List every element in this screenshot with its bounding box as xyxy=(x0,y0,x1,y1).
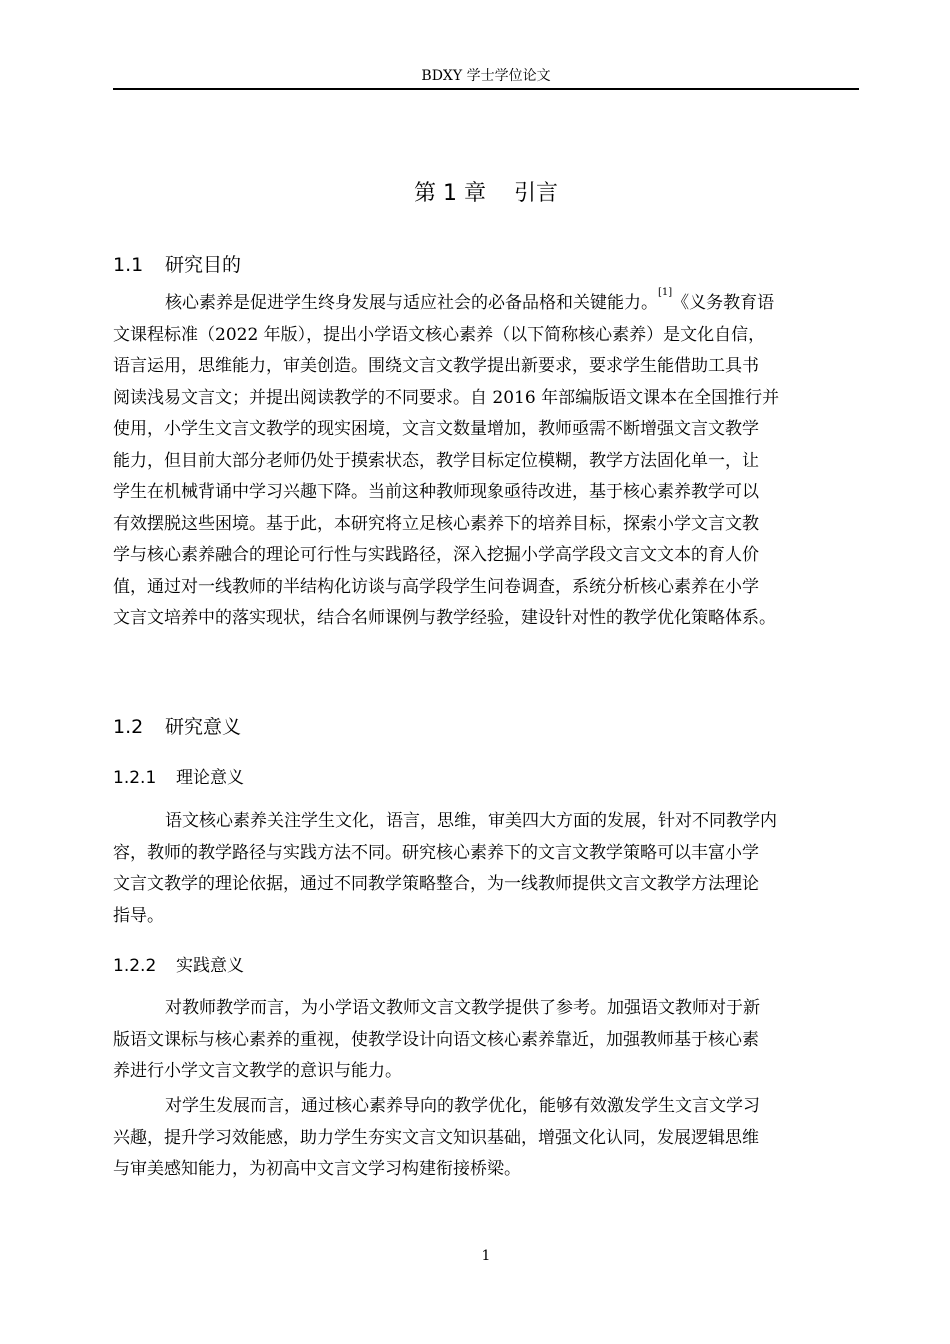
subsection-number: 1.2.1 xyxy=(113,768,157,788)
section-title: 研究目的 xyxy=(165,254,242,276)
paragraph-line: 有效摆脱这些困境。基于此，本研究将立足核心素养下的培养目标，探索小学文言文教 xyxy=(113,513,759,534)
paragraph-line: 指导。 xyxy=(113,905,164,926)
paragraph-line: 学与核心素养融合的理论可行性与实践路径，深入挖掘小学高学段文言文文本的育人价 xyxy=(113,545,759,565)
paragraph-line: 使用，小学生文言文教学的现实困境，文言文数量增加，教师亟需不断增强文言文教学 xyxy=(113,419,759,439)
paragraph-line: 阅读浅易文言文；并提出阅读教学的不同要求。自 2016 年部编版语文课本在全国推行并 xyxy=(113,387,780,408)
paragraph-line: 语言运用，思维能力，审美创造。围绕文言文教学提出新要求，要求学生能借助工具书 xyxy=(113,356,759,376)
paragraph-line: 兴趣，提升学习效能感，助力学生夯实文言文知识基础，增强文化认同，发展逻辑思维 xyxy=(113,1127,759,1148)
section-heading-1-1 xyxy=(113,251,241,279)
paragraph-line: 核心素养是促进学生终身发展与适应社会的必备品格和关键能力。[1]《义务教育语 xyxy=(165,287,775,313)
subsection-number: 1.2.2 xyxy=(113,956,157,976)
paragraph-line: 对学生发展而言，通过核心素养导向的教学优化，能够有效激发学生文言文学习 xyxy=(165,1096,760,1116)
paragraph-line: 学生在机械背诵中学习兴趣下降。当前这种教师现象亟待改进，基于核心素养教学可以 xyxy=(113,482,759,502)
section-title: 研究意义 xyxy=(165,716,242,738)
paragraph-line: 文课程标准（2022 年版），提出小学语文核心素养（以下简称核心素养）是文化自信， xyxy=(113,324,766,345)
paragraph-line: 与审美感知能力，为初高中文言文学习构建衔接桥梁。 xyxy=(113,1159,521,1179)
paragraph-line: 文言文教学的理论依据，通过不同教学策略整合，为一线教师提供文言文教学方法理论 xyxy=(113,874,759,894)
page-number: 1 xyxy=(481,1248,491,1264)
subsection-heading-1-2-2 xyxy=(113,953,244,979)
chapter-title: 第 1 章 引言 xyxy=(414,181,558,206)
paragraph-line: 能力，但目前大部分老师仍处于摸索状态，教学目标定位模糊，教学方法固化单一，让 xyxy=(113,450,759,471)
paragraph-line: 值，通过对一线教师的半结构化访谈与高学段学生问卷调查，系统分析核心素养在小学 xyxy=(113,576,759,597)
paragraph-line: 语文核心素养关注学生文化，语言，思维，审美四大方面的发展，针对不同教学内 xyxy=(165,811,777,831)
paragraph-line: 容，教师的教学路径与实践方法不同。研究核心素养下的文言文教学策略可以丰富小学 xyxy=(113,842,759,863)
paragraph-line: 对教师教学而言，为小学语文教师文言文教学提供了参考。加强语文教师对于新 xyxy=(165,998,760,1018)
paragraph-research-purpose xyxy=(113,288,779,635)
header-rule xyxy=(113,88,859,90)
running-header: BDXY 学士学位论文 xyxy=(421,68,551,84)
section-heading-1-2 xyxy=(113,713,241,741)
section-number: 1.1 xyxy=(113,254,144,276)
section-number: 1.2 xyxy=(113,716,144,738)
paragraph-practical-significance-teachers xyxy=(113,993,760,1088)
subsection-title: 实践意义 xyxy=(176,956,244,976)
paragraph-practical-significance-students xyxy=(113,1091,760,1186)
citation-marker: [1] xyxy=(658,287,673,298)
paragraph-line: 养进行小学文言文教学的意识与能力。 xyxy=(113,1061,402,1081)
subsection-heading-1-2-1 xyxy=(113,765,244,791)
paragraph-line: 版语文课标与核心素养的重视，使教学设计向语文核心素养靠近，加强教师基于核心素 xyxy=(113,1029,759,1050)
paragraph-line: 文言文培养中的落实现状，结合名师课例与教学经验，建设针对性的教学优化策略体系。 xyxy=(113,608,776,628)
paragraph-theoretical-significance xyxy=(113,806,777,932)
subsection-title: 理论意义 xyxy=(176,768,244,788)
